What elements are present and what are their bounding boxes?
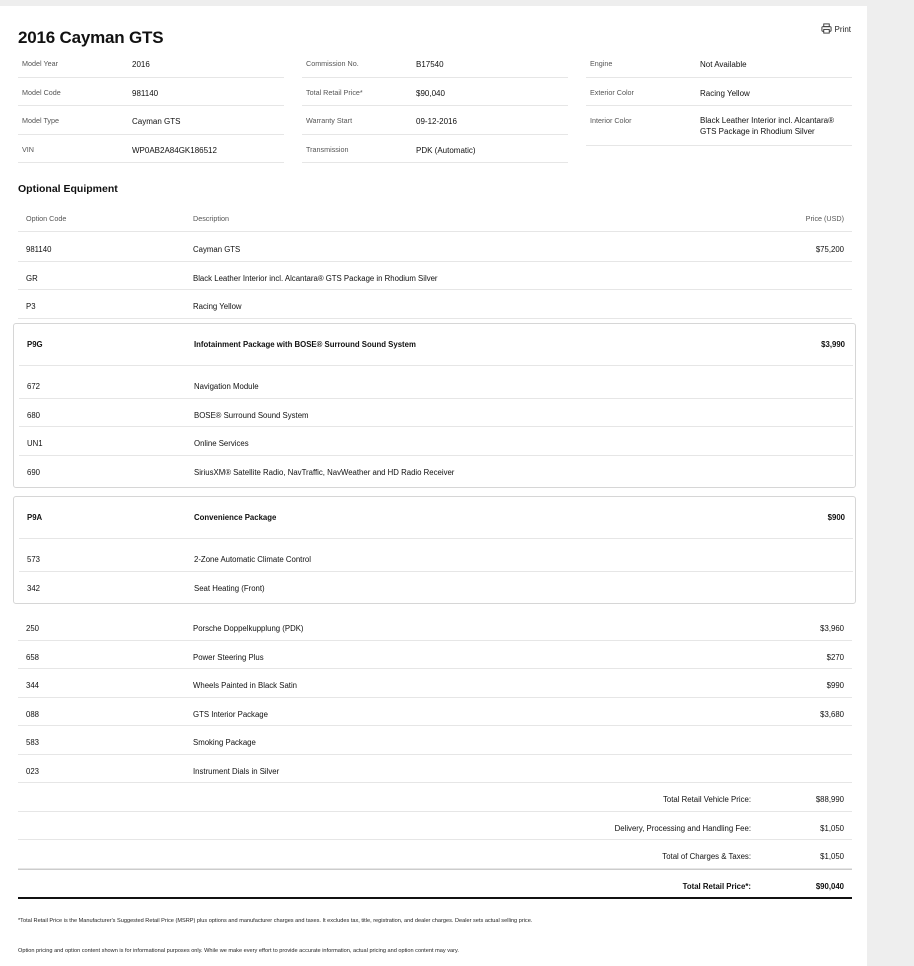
option-description: Power Steering Plus: [193, 652, 264, 662]
option-description: Navigation Module: [194, 382, 259, 391]
option-description: Online Services: [194, 439, 249, 448]
disclaimer-footnote: Option pricing and option content shown is for informational purposes only. While we make every effort to provide accurate information, actual pricing and option content may vary.: [18, 948, 459, 954]
option-code: 250: [26, 624, 40, 633]
spec-value: B17540: [416, 60, 444, 69]
spec-label: Model Year: [22, 59, 58, 68]
option-code: GR: [26, 273, 38, 283]
package-infotainment: [13, 323, 856, 488]
option-description: Racing Yellow: [193, 302, 242, 311]
total-label: Delivery, Processing and Handling Fee:: [614, 823, 751, 833]
spec-value: 981140: [132, 88, 159, 98]
spec-row-transmission: [302, 135, 568, 164]
spec-value: 09-12-2016: [416, 117, 457, 126]
option-code: 583: [26, 738, 40, 747]
spec-label: Engine: [590, 59, 613, 68]
option-description: Seat Heating (Front): [194, 583, 265, 593]
spec-label: Total Retail Price*: [306, 87, 363, 97]
total-value: $88,990: [815, 795, 844, 804]
table-row: [18, 290, 852, 319]
total-row-charges-taxes: [18, 840, 852, 869]
option-code: UN1: [27, 439, 43, 448]
total-row-vehicle-price: [18, 783, 852, 812]
option-code: 088: [26, 709, 40, 719]
header-price: Price (USD): [805, 214, 844, 223]
spec-value: Cayman GTS: [132, 117, 181, 126]
package-header-row: [19, 324, 853, 366]
option-description: Instrument Dials in Silver: [193, 766, 280, 776]
spec-column-2: [302, 49, 568, 163]
spec-label: Warranty Start: [306, 116, 353, 125]
option-description: Black Leather Interior incl. Alcantara® GTS Package in Rhodium Silver: [193, 273, 438, 283]
option-description: 2-Zone Automatic Climate Control: [194, 555, 312, 564]
spec-value: 2016: [132, 60, 150, 69]
msrp-footnote: *Total Retail Price is the Manufacturer's Suggested Retail Price (MSRP) plus options and manufacturer charges and taxes. It excludes tax, title, registration, and dealer charges. Dealer sets actual selling price.: [18, 918, 533, 924]
total-label: Total of Charges & Taxes:: [662, 852, 751, 861]
package-price: $3,990: [821, 340, 845, 349]
table-row: [18, 233, 852, 262]
package-item-row: [19, 572, 853, 601]
spec-label: Model Type: [22, 116, 60, 125]
spec-value: WP0AB2A84GK186512: [132, 145, 217, 155]
total-value: $1,050: [820, 852, 844, 861]
option-code: 680: [27, 410, 41, 420]
spec-label: Transmission: [306, 144, 349, 154]
package-price: $900: [827, 513, 845, 522]
header-description: Description: [193, 214, 229, 223]
package-code: P9G: [27, 340, 43, 349]
spec-row-warranty-start: [302, 106, 568, 135]
table-row: [18, 726, 852, 755]
option-code: P3: [26, 302, 36, 311]
printer-icon: [821, 23, 832, 36]
spec-label: VIN: [22, 144, 34, 154]
option-code: 690: [27, 467, 41, 477]
print-button[interactable]: [821, 23, 851, 36]
option-description: BOSE® Surround Sound System: [194, 410, 309, 420]
package-item-row: [19, 370, 853, 399]
total-label: Total Retail Price*:: [682, 881, 751, 891]
package-code: P9A: [27, 513, 43, 522]
spec-label: Model Code: [22, 87, 61, 97]
package-description: Infotainment Package with BOSE® Surround Sound System: [194, 340, 416, 349]
option-price: $270: [826, 652, 844, 662]
print-label: Print: [834, 25, 851, 34]
option-price: $75,200: [815, 245, 844, 254]
option-code: 658: [26, 652, 40, 662]
spec-row-exterior-color: [586, 78, 852, 107]
option-code: 023: [26, 766, 40, 776]
option-code: 573: [27, 555, 41, 564]
spec-row-model-type: [18, 106, 284, 135]
header-option-code: Option Code: [26, 214, 67, 223]
option-description: Cayman GTS: [193, 245, 241, 254]
total-row-delivery-fee: [18, 812, 852, 841]
option-description: SiriusXM® Satellite Radio, NavTraffic, NavWeather and HD Radio Receiver: [194, 467, 455, 477]
spec-value: Not Available: [700, 60, 747, 69]
table-row: [18, 262, 852, 291]
spec-row-interior-color: [586, 106, 852, 146]
option-description: GTS Interior Package: [193, 709, 268, 719]
option-price: $990: [826, 681, 844, 690]
spec-row-commission-no: [302, 49, 568, 78]
spec-label: Commission No.: [306, 59, 359, 68]
spec-row-total-retail-price: [302, 78, 568, 107]
totals-section: [18, 783, 852, 899]
table-row: [18, 669, 852, 698]
option-description: Smoking Package: [193, 738, 256, 747]
package-header-row: [19, 497, 853, 539]
option-description: Wheels Painted in Black Satin: [193, 681, 298, 690]
total-value: $1,050: [820, 823, 844, 833]
option-price: $3,680: [820, 709, 844, 719]
package-convenience: [13, 496, 856, 604]
package-item-row: [19, 456, 853, 485]
package-item-row: [19, 399, 853, 428]
spec-label: Exterior Color: [590, 87, 634, 97]
table-row: [18, 698, 852, 727]
package-description: Convenience Package: [194, 513, 277, 522]
package-item-row: [19, 427, 853, 456]
spec-value: Black Leather Interior incl. Alcantara® GTS Package in Rhodium Silver: [700, 116, 834, 136]
package-item-row: [19, 543, 853, 572]
table-row: [18, 612, 852, 641]
option-code: 981140: [26, 245, 52, 254]
spec-column-3: [586, 49, 852, 146]
total-value: $90,040: [815, 881, 844, 891]
option-code: 344: [26, 681, 40, 690]
total-row-retail-price: [18, 869, 852, 899]
table-row: [18, 641, 852, 670]
option-code: 342: [27, 583, 41, 593]
spec-value: $90,040: [416, 88, 445, 98]
option-code: 672: [27, 382, 41, 391]
spec-row-model-year: [18, 49, 284, 78]
option-description: Porsche Doppelkupplung (PDK): [193, 624, 304, 633]
spec-column-1: [18, 49, 284, 163]
option-price: $3,960: [820, 624, 844, 633]
table-header: [18, 205, 852, 232]
spec-value: Racing Yellow: [700, 88, 750, 98]
spec-value: PDK (Automatic): [416, 145, 476, 155]
page-title: 2016 Cayman GTS: [18, 28, 164, 47]
spec-row-vin: [18, 135, 284, 164]
spec-row-model-code: [18, 78, 284, 107]
vehicle-detail-card: [0, 6, 867, 966]
total-label: Total Retail Vehicle Price:: [663, 795, 751, 804]
spec-label: Interior Color: [590, 116, 632, 125]
optional-equipment-heading: Optional Equipment: [18, 183, 118, 195]
spec-row-engine: [586, 49, 852, 78]
table-row: [18, 755, 852, 784]
